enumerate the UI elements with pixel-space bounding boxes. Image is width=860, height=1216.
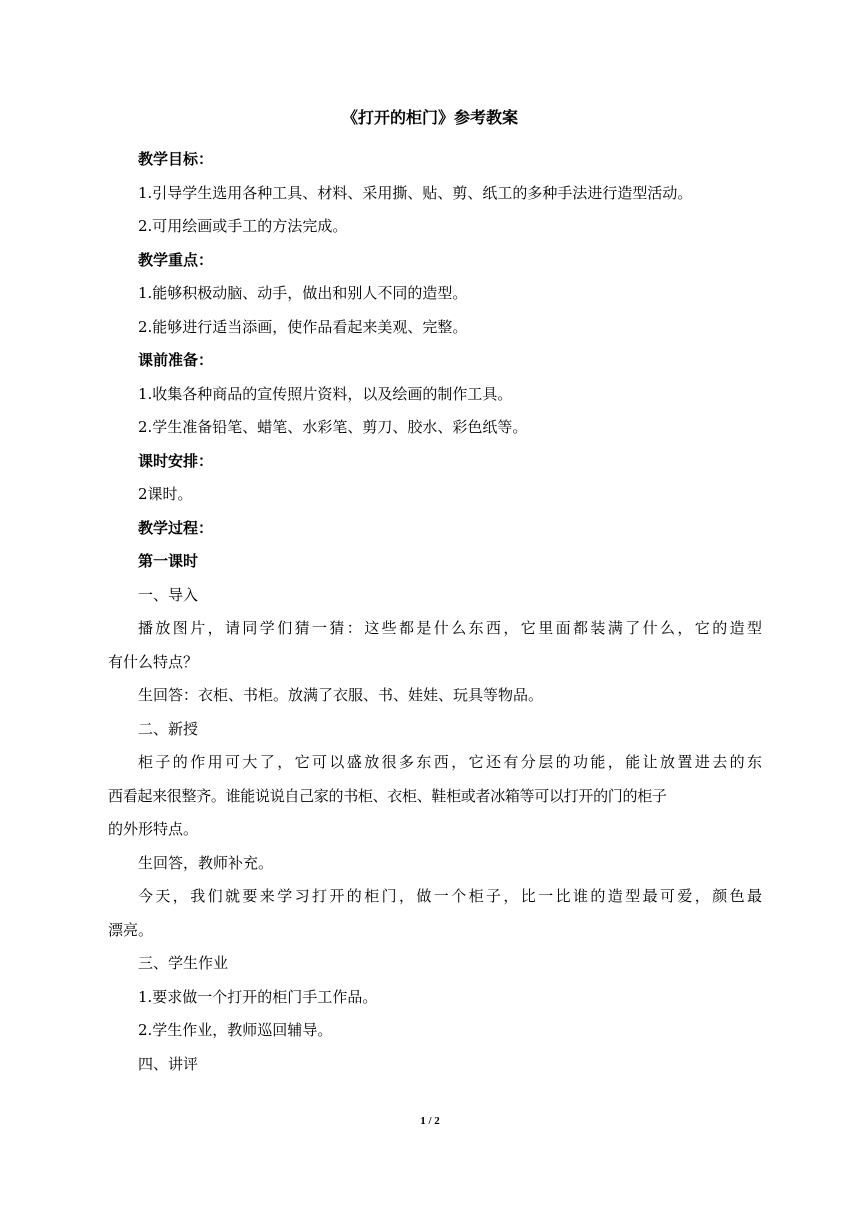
section-heading: 教学目标：: [138, 150, 214, 168]
text-line: 生回答：衣柜、书柜。放满了衣服、书、娃娃、玩具等物品。: [138, 686, 544, 704]
section-heading: 第一课时: [138, 552, 199, 570]
paragraph-new-lesson: [108, 746, 762, 847]
text-line: 2.能够进行适当添画，使作品看起来美观、完整。: [138, 317, 468, 336]
paragraph-line: 的外形特点。: [108, 820, 199, 838]
text-line: 2.学生准备铅笔、蜡笔、水彩笔、剪刀、胶水、彩色纸等。: [138, 418, 528, 436]
section-heading: 课前准备：: [138, 351, 214, 369]
text-line: 1.引导学生选用各种工具、材料、采用撕、贴、剪、纸工的多种手法进行造型活动。: [138, 183, 693, 202]
text-line: 1.要求做一个打开的柜门手工作品。: [138, 987, 378, 1006]
text-line: 1.能够积极动脑、动手，做出和别人不同的造型。: [138, 284, 468, 302]
document-title: 《打开的柜门》参考教案: [341, 108, 518, 127]
paragraph-today: [108, 880, 762, 947]
text-line: 2.学生作业，教师巡回辅导。: [138, 1021, 333, 1039]
paragraph-line: 今天，我们就要来学习打开的柜门，做一个柜子，比一比谁的造型最可爱，颜色最: [138, 887, 762, 905]
paragraph-line: 有什么特点？: [108, 652, 199, 671]
section-heading: 教学过程：: [138, 518, 214, 537]
paragraph-line: 漂亮。: [108, 920, 154, 939]
paragraph-line: 柜子的作用可大了，它可以盛放很多东西，它还有分层的功能，能让放置进去的东: [138, 753, 762, 771]
text-line: 1.收集各种商品的宣传照片资料，以及绘画的制作工具。: [138, 384, 513, 403]
text-line: 一、导入: [138, 585, 199, 604]
text-line: 生回答，教师补充。: [138, 853, 274, 872]
section-heading: 教学重点：: [138, 250, 214, 269]
section-heading: 课时安排：: [138, 451, 214, 470]
paragraph-line: 播放图片，请同学们猜一猜：这些都是什么东西，它里面都装满了什么，它的造型: [138, 619, 762, 637]
text-line: 二、新授: [138, 719, 199, 738]
document-body: [108, 143, 762, 1081]
page-number: 1 / 2: [420, 1115, 440, 1127]
text-line: 四、讲评: [138, 1054, 199, 1073]
paragraph-intro: [108, 612, 762, 679]
paragraph-line: 西看起来很整齐。谁能说说自己家的书柜、衣柜、鞋柜或者冰箱等可以打开的门的柜子: [108, 786, 667, 805]
text-line: 2.可用绘画或手工的方法完成。: [138, 217, 348, 235]
text-line: 三、学生作业: [138, 954, 229, 972]
text-line: 2课时。: [138, 485, 193, 503]
